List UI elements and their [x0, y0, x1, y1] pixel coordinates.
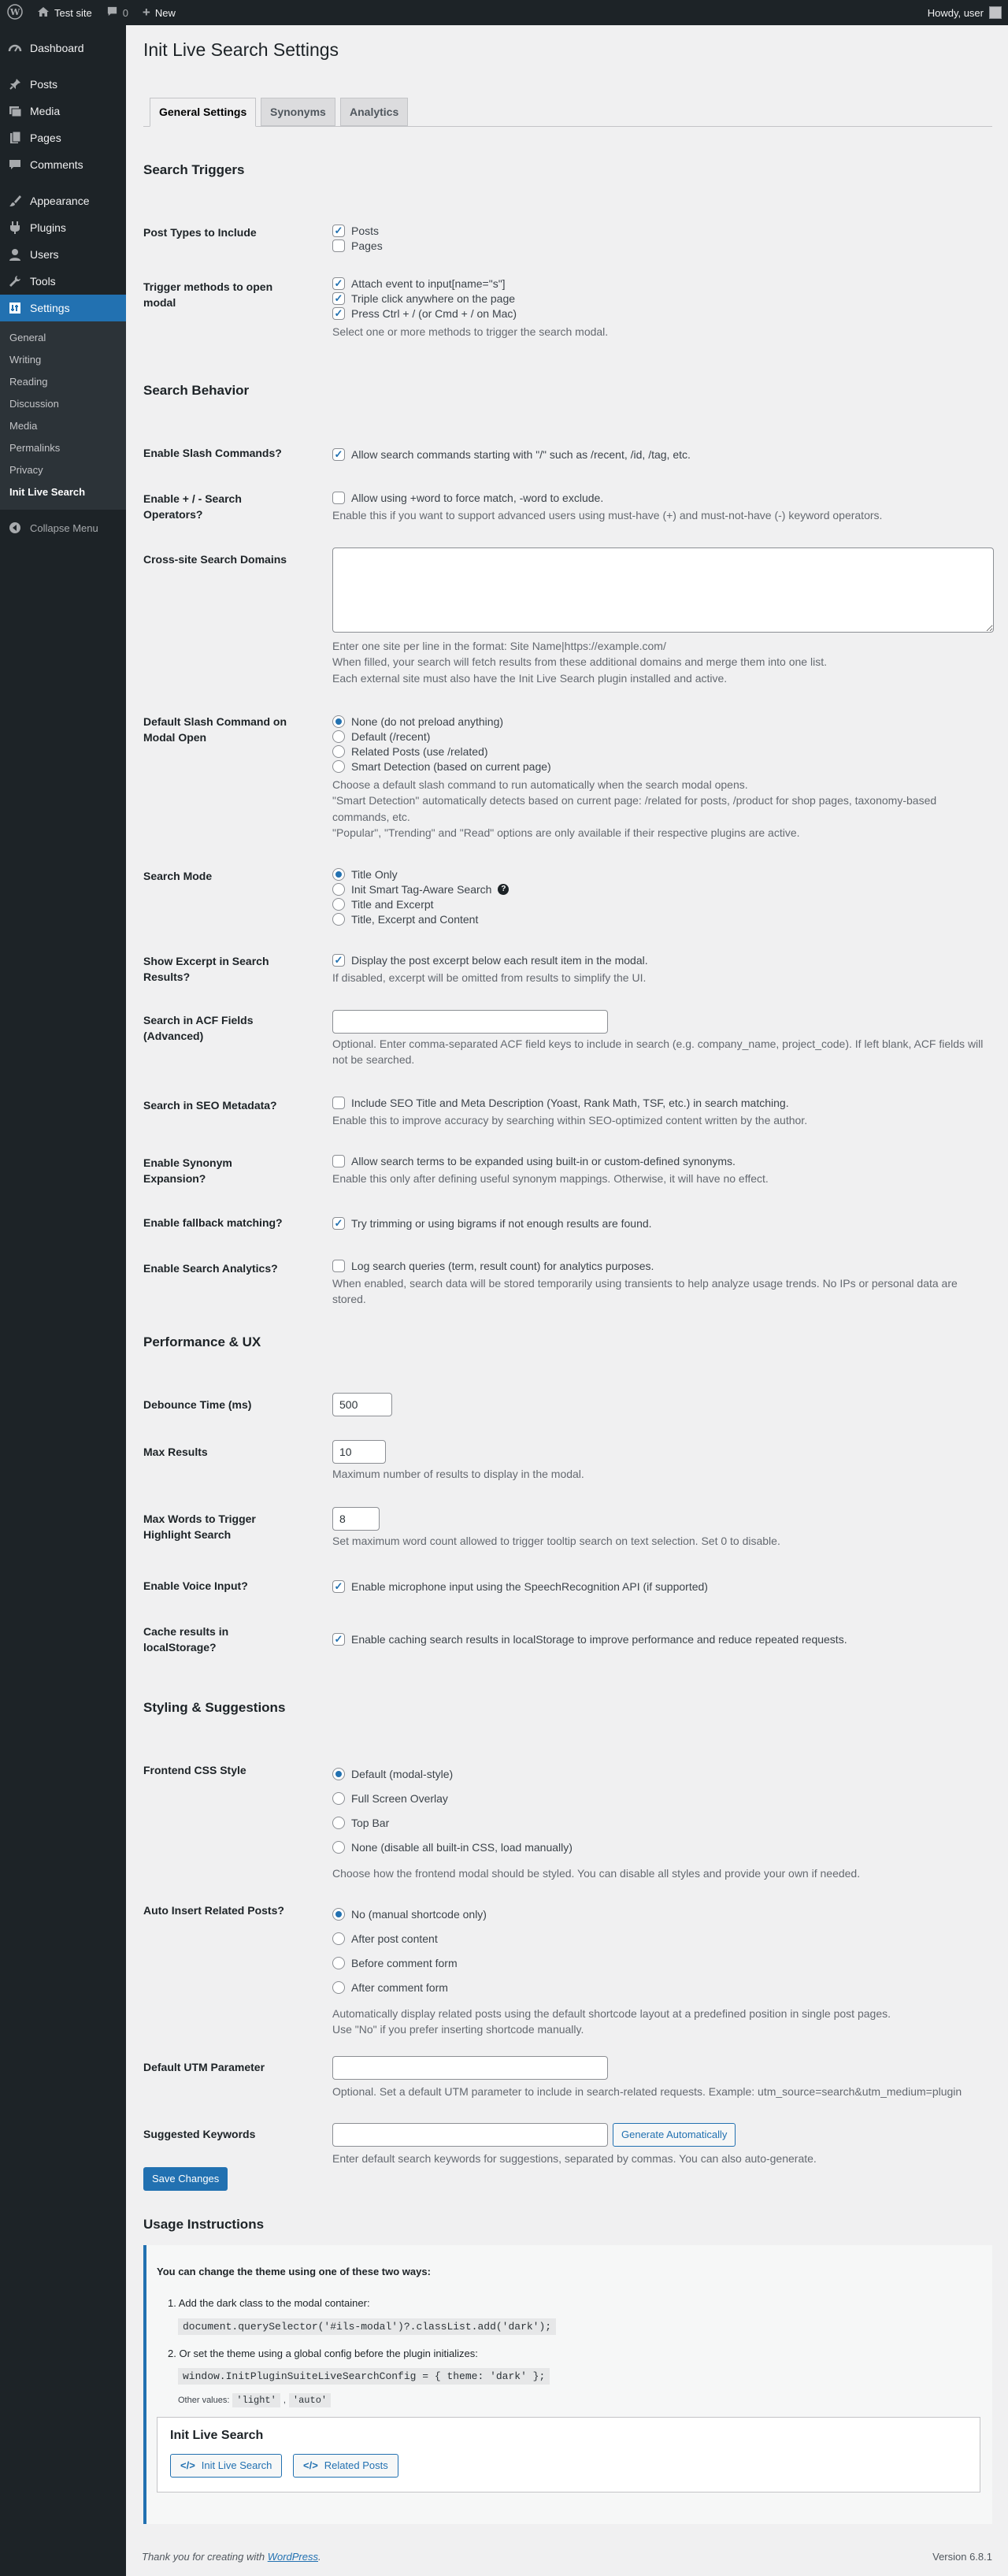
operators-label: Enable + / - Search Operators? — [143, 492, 242, 521]
max-results-label: Max Results — [143, 1446, 208, 1458]
seo-checkbox[interactable] — [332, 1097, 345, 1109]
page-title: Init Live Search Settings — [143, 39, 339, 60]
section-heading-usage: Usage Instructions — [143, 2217, 265, 2232]
page-icon — [7, 130, 23, 146]
demo-related-posts-button[interactable]: </> Related Posts — [293, 2454, 398, 2478]
wp-logo-menu[interactable] — [0, 0, 30, 25]
collapse-menu-button[interactable]: Collapse Menu — [0, 514, 126, 541]
admin-sidebar — [0, 25, 126, 2576]
usage-intro: You can change the theme using one of these two ways: — [157, 2266, 431, 2277]
related-field — [332, 1902, 994, 2038]
user-icon — [7, 247, 23, 262]
trigger-methods-label: Trigger methods to open modal — [143, 280, 273, 309]
usage-instructions-box — [143, 2245, 992, 2524]
triple-click-checkbox[interactable]: ✓ — [332, 292, 345, 305]
usage-other-values: Other values: 'light' , 'auto' — [178, 2393, 331, 2407]
tab-general-settings[interactable]: General Settings — [150, 98, 256, 127]
my-account-menu[interactable] — [921, 0, 1008, 25]
footer-version: Version 6.8.1 — [932, 2551, 992, 2563]
comments-count: 0 — [122, 6, 128, 19]
related-desc-2: Use "No" if you prefer inserting shortcode manually. — [332, 2023, 584, 2036]
dashboard-icon — [7, 40, 23, 56]
analytics-label: Enable Search Analytics? — [143, 1262, 278, 1275]
show-excerpt-field — [332, 952, 994, 985]
default-slash-field — [332, 714, 994, 841]
demo-box — [157, 2417, 980, 2492]
submenu-init-live-search[interactable]: Init Live Search — [9, 486, 86, 498]
trigger-keyboard-shortcut[interactable]: ✓ Press Ctrl + / (or Cmd + / on Mac) — [332, 306, 994, 321]
keywords-desc: Enter default search keywords for suggestions, separated by commas. You can also auto-generate. — [332, 2152, 817, 2165]
sidebar-item-posts[interactable]: Posts — [0, 71, 126, 98]
sidebar-item-comments[interactable]: Comments — [0, 151, 126, 178]
collapse-icon — [7, 520, 23, 536]
mode-title-excerpt-content[interactable]: Title, Excerpt and Content — [332, 911, 994, 926]
fallback-toggle[interactable]: ✓ Try trimming or using bigrams if not enough results are found. — [332, 1216, 994, 1230]
trigger-methods-field — [332, 276, 994, 340]
mode-title-excerpt-radio[interactable] — [332, 898, 345, 911]
wordpress-logo-icon — [7, 4, 23, 22]
usage-step-2: 2. Or set the theme using a global config before the plugin initializes: — [168, 2348, 478, 2359]
help-icon[interactable]: ? — [498, 884, 509, 895]
seo-desc: Enable this to improve accuracy by searching within SEO-optimized content written by the author. — [332, 1114, 808, 1127]
related-after-comment[interactable]: After comment form — [332, 1975, 994, 1999]
sidebar-item-users[interactable]: Users — [0, 241, 126, 268]
related-after-content-radio[interactable] — [332, 1932, 345, 1945]
usage-code-2: window.InitPluginSuiteLiveSearchConfig = { theme: 'dark' }; — [178, 2368, 550, 2385]
default-slash-label: Default Slash Command on Modal Open — [143, 715, 287, 744]
max-words-label: Max Words to Trigger Highlight Search — [143, 1513, 256, 1541]
css-default[interactable]: Default (modal-style) — [332, 1761, 994, 1786]
slash-commands-checkbox[interactable]: ✓ — [332, 448, 345, 461]
cross-site-desc-3: Each external site must also have the Init Live Search plugin installed and active. — [332, 671, 728, 685]
operators-field — [332, 490, 994, 523]
fallback-field — [332, 1216, 994, 1230]
demo-init-live-search-button[interactable]: </> Init Live Search — [170, 2454, 282, 2478]
svg-text:W: W — [9, 6, 20, 17]
default-slash-none-radio[interactable] — [332, 715, 345, 728]
sidebar-item-dashboard[interactable]: Dashboard — [0, 35, 126, 61]
sidebar-item-settings[interactable]: Settings — [0, 295, 126, 321]
voice-label: Enable Voice Input? — [143, 1579, 248, 1592]
related-before-comment[interactable]: Before comment form — [332, 1951, 994, 1975]
keyboard-shortcut-checkbox[interactable]: ✓ — [332, 307, 345, 320]
debounce-input[interactable] — [332, 1393, 392, 1416]
debounce-field — [332, 1393, 994, 1416]
posts-checkbox[interactable]: ✓ — [332, 225, 345, 237]
css-style-field — [332, 1761, 994, 1881]
plus-icon: + — [142, 5, 150, 20]
max-words-field — [332, 1507, 994, 1549]
show-excerpt-label: Show Excerpt in Search Results? — [143, 955, 269, 983]
section-heading-search-behavior: Search Behavior — [143, 383, 250, 398]
default-slash-desc-3: "Popular", "Trending" and "Read" options are only available if their respective plugins are active. — [332, 826, 800, 839]
operators-checkbox[interactable] — [332, 492, 345, 504]
main-content — [126, 25, 1008, 2576]
default-slash-desc-2: "Smart Detection" automatically detects based on current page: /related for posts, /product for shop pages, taxonomy-based commands, etc. — [332, 794, 937, 823]
acf-fields-input[interactable] — [332, 1010, 608, 1034]
mode-title-excerpt-content-radio[interactable] — [332, 913, 345, 926]
submenu-reading[interactable]: Reading — [9, 376, 48, 388]
avatar — [989, 6, 1002, 19]
related-after-content[interactable]: After post content — [332, 1926, 994, 1951]
analytics-desc: When enabled, search data will be stored temporarily using transients to help analyze usage trends. No IPs or personal data are stored. — [332, 1277, 958, 1306]
slash-commands-toggle[interactable]: ✓ Allow search commands starting with "/" such as /recent, /id, /tag, etc. — [332, 447, 994, 462]
cross-site-field — [332, 547, 994, 686]
sidebar-item-appearance[interactable]: Appearance — [0, 187, 126, 214]
generate-keywords-button[interactable]: Generate Automatically — [613, 2123, 736, 2147]
trigger-triple-click[interactable]: ✓ Triple click anywhere on the page — [332, 291, 994, 306]
post-type-posts[interactable]: ✓ Posts — [332, 223, 994, 238]
css-style-label: Frontend CSS Style — [143, 1764, 246, 1776]
related-after-comment-radio[interactable] — [332, 1981, 345, 1994]
new-label: New — [154, 6, 176, 19]
submenu-privacy[interactable]: Privacy — [9, 464, 43, 476]
related-no-radio[interactable] — [332, 1908, 345, 1921]
css-none[interactable]: None (disable all built-in CSS, load manually) — [332, 1835, 994, 1859]
max-results-input[interactable] — [332, 1440, 386, 1464]
post-types-label: Post Types to Include — [143, 226, 257, 239]
site-name-link[interactable] — [30, 0, 99, 25]
cross-site-label: Cross-site Search Domains — [143, 553, 287, 566]
synonym-desc: Enable this only after defining useful synonym mappings. Otherwise, it will have no effect. — [332, 1172, 769, 1185]
trigger-methods-desc: Select one or more methods to trigger the search modal. — [332, 325, 609, 338]
css-fullscreen-radio[interactable] — [332, 1792, 345, 1805]
trigger-input-attach[interactable]: ✓ Attach event to input[name="s"] — [332, 276, 994, 291]
show-excerpt-checkbox[interactable]: ✓ — [332, 954, 345, 967]
mode-smart-tag-radio[interactable] — [332, 883, 345, 896]
cross-site-domains-textarea[interactable] — [332, 547, 994, 633]
default-slash-recent[interactable]: Default (/recent) — [332, 729, 994, 744]
submenu-general[interactable]: General — [9, 332, 46, 343]
related-desc-1: Automatically display related posts using the default shortcode layout at a predefined position in single post pages. — [332, 2007, 891, 2020]
operators-desc: Enable this if you want to support advanced users using must-have (+) and must-not-have (-) keyword operators. — [332, 509, 883, 522]
keywords-field — [332, 2123, 994, 2166]
acf-desc: Optional. Enter comma-separated ACF field keys to include in search (e.g. company_name, project_code). If left blank, ACF fields will not be searched. — [332, 1037, 984, 1067]
search-mode-label: Search Mode — [143, 870, 213, 882]
comment-icon — [7, 157, 23, 173]
mode-title-only[interactable]: Title Only — [332, 867, 994, 882]
post-type-pages[interactable]: Pages — [332, 238, 994, 253]
slash-commands-label: Enable Slash Commands? — [143, 447, 282, 459]
post-types-field — [332, 223, 994, 253]
analytics-toggle[interactable]: Log search queries (term, result count) for analytics purposes. — [332, 1258, 994, 1273]
wrench-icon — [7, 273, 23, 289]
related-before-comment-radio[interactable] — [332, 1957, 345, 1969]
comment-icon — [106, 6, 118, 20]
acf-label: Search in ACF Fields (Advanced) — [143, 1014, 254, 1042]
cross-site-desc-2: When filled, your search will fetch results from these additional domains and merge them into one list. — [332, 655, 827, 669]
admin-bar — [0, 0, 1008, 25]
seo-field — [332, 1095, 994, 1128]
howdy-text: Howdy, user — [927, 6, 984, 19]
new-content-link[interactable] — [135, 0, 183, 25]
synonym-toggle[interactable]: Allow search terms to be expanded using built-in or custom-defined synonyms. — [332, 1153, 994, 1168]
synonym-checkbox[interactable] — [332, 1155, 345, 1167]
synonym-label: Enable Synonym Expansion? — [143, 1156, 232, 1185]
default-slash-none[interactable]: None (do not preload anything) — [332, 714, 994, 729]
show-excerpt-toggle[interactable]: ✓ Display the post excerpt below each result item in the modal. — [332, 952, 994, 967]
section-heading-performance: Performance & UX — [143, 1334, 261, 1349]
save-changes-button[interactable]: Save Changes — [143, 2167, 228, 2191]
analytics-checkbox[interactable] — [332, 1260, 345, 1272]
usage-step-1: 1. Add the dark class to the modal container: — [168, 2297, 370, 2309]
pages-checkbox[interactable] — [332, 239, 345, 252]
default-slash-recent-radio[interactable] — [332, 730, 345, 743]
default-slash-smart-radio[interactable] — [332, 760, 345, 773]
mode-title-excerpt[interactable]: Title and Excerpt — [332, 896, 994, 911]
cache-checkbox[interactable]: ✓ — [332, 1633, 345, 1646]
home-icon — [37, 6, 50, 20]
utm-desc: Optional. Set a default UTM parameter to include in search-related requests. Example: utm_source=search&utm_medium=plugin — [332, 2085, 962, 2098]
sidebar-item-tools[interactable]: Tools — [0, 268, 126, 295]
cache-label: Cache results in localStorage? — [143, 1625, 229, 1654]
css-topbar[interactable]: Top Bar — [332, 1810, 994, 1835]
sidebar-item-plugins[interactable]: Plugins — [0, 214, 126, 241]
css-none-radio[interactable] — [332, 1841, 345, 1854]
default-slash-related-radio[interactable] — [332, 745, 345, 758]
code-icon: </> — [180, 2459, 195, 2471]
code-icon: </> — [303, 2459, 318, 2471]
css-style-desc: Choose how the frontend modal should be styled. You can disable all styles and provide your own if needed. — [332, 1867, 861, 1880]
synonym-field — [332, 1153, 994, 1186]
cross-site-desc-1: Enter one site per line in the format: Site Name|https://example.com/ — [332, 640, 666, 652]
plugin-icon — [7, 220, 23, 236]
settings-tabs — [143, 72, 992, 127]
pin-icon — [7, 76, 23, 92]
utm-input[interactable] — [332, 2056, 608, 2080]
related-label: Auto Insert Related Posts? — [143, 1904, 284, 1917]
utm-label: Default UTM Parameter — [143, 2061, 265, 2073]
cache-toggle[interactable]: ✓ Enable caching search results in localStorage to improve performance and reduce repeated requests. — [332, 1631, 994, 1646]
css-fullscreen[interactable]: Full Screen Overlay — [332, 1786, 994, 1810]
slash-commands-field — [332, 447, 994, 462]
debounce-label: Debounce Time (ms) — [143, 1398, 252, 1411]
default-slash-smart[interactable]: Smart Detection (based on current page) — [332, 759, 994, 774]
max-results-field — [332, 1440, 994, 1482]
voice-toggle[interactable]: ✓ Enable microphone input using the SpeechRecognition API (if supported) — [332, 1579, 994, 1594]
sidebar-item-pages[interactable]: Pages — [0, 124, 126, 151]
max-words-desc: Set maximum word count allowed to trigger tooltip search on text selection. Set 0 to disable. — [332, 1535, 780, 1547]
input-attach-checkbox[interactable]: ✓ — [332, 277, 345, 290]
settings-icon — [7, 300, 23, 316]
demo-title: Init Live Search — [170, 2429, 264, 2442]
voice-field — [332, 1579, 994, 1594]
seo-label: Search in SEO Metadata? — [143, 1099, 277, 1112]
keywords-label: Suggested Keywords — [143, 2128, 256, 2140]
keywords-input[interactable] — [332, 2123, 608, 2147]
utm-field — [332, 2056, 994, 2099]
acf-field — [332, 1010, 994, 1068]
voice-checkbox[interactable]: ✓ — [332, 1580, 345, 1593]
max-words-input[interactable] — [332, 1507, 380, 1531]
show-excerpt-desc: If disabled, excerpt will be omitted from results to simplify the UI. — [332, 971, 647, 984]
wordpress-link[interactable]: WordPress — [267, 2551, 318, 2563]
fallback-label: Enable fallback matching? — [143, 1216, 283, 1229]
default-slash-related[interactable]: Related Posts (use /related) — [332, 744, 994, 759]
css-topbar-radio[interactable] — [332, 1817, 345, 1829]
css-default-radio[interactable] — [332, 1768, 345, 1780]
default-slash-desc-1: Choose a default slash command to run automatically when the search modal opens. — [332, 778, 748, 791]
usage-code-1: document.querySelector('#ils-modal')?.classList.add('dark'); — [178, 2318, 556, 2335]
max-results-desc: Maximum number of results to display in the modal. — [332, 1468, 584, 1480]
analytics-field — [332, 1258, 994, 1308]
section-heading-search-triggers: Search Triggers — [143, 162, 245, 177]
related-no[interactable]: No (manual shortcode only) — [332, 1902, 994, 1926]
brush-icon — [7, 193, 23, 209]
comments-link[interactable] — [99, 0, 135, 25]
submenu-writing[interactable]: Writing — [9, 354, 42, 366]
media-icon — [7, 103, 23, 119]
footer-thanks: Thank you for creating with WordPress. — [142, 2551, 321, 2563]
operators-toggle[interactable]: Allow using +word to force match, -word to exclude. — [332, 490, 994, 505]
submenu-discussion[interactable]: Discussion — [9, 398, 59, 410]
tab-analytics[interactable]: Analytics — [340, 98, 408, 126]
tab-synonyms[interactable]: Synonyms — [261, 98, 335, 126]
submenu-permalinks[interactable]: Permalinks — [9, 442, 61, 454]
section-heading-styling: Styling & Suggestions — [143, 1700, 286, 1715]
admin-footer — [142, 2551, 992, 2563]
search-mode-field — [332, 867, 994, 926]
mode-smart-tag[interactable]: Init Smart Tag-Aware Search ? — [332, 882, 994, 896]
mode-title-only-radio[interactable] — [332, 868, 345, 881]
cache-field — [332, 1631, 994, 1646]
site-name: Test site — [54, 6, 92, 19]
sidebar-item-media[interactable]: Media — [0, 98, 126, 124]
fallback-checkbox[interactable]: ✓ — [332, 1217, 345, 1230]
settings-submenu — [0, 321, 126, 510]
seo-toggle[interactable]: Include SEO Title and Meta Description (Yoast, Rank Math, TSF, etc.) in search matching. — [332, 1095, 994, 1110]
submenu-media[interactable]: Media — [9, 420, 38, 432]
